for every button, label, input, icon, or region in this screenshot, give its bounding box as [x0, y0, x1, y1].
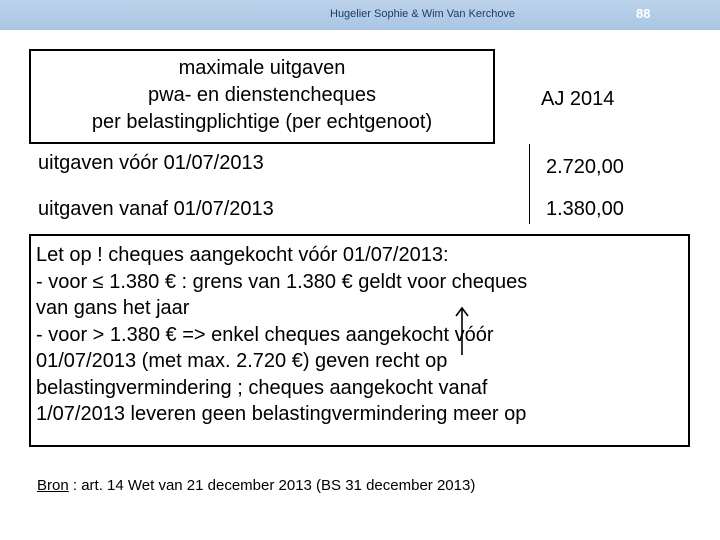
note-line: Let op ! cheques aangekocht vóór 01/07/2013:: [36, 244, 449, 266]
note-line: - voor ≤ 1.380 € : grens van 1.380 € geldt voor cheques: [36, 270, 528, 293]
table-header-line: maximale uitgaven: [178, 57, 346, 79]
arrow-up-icon: [452, 306, 472, 356]
year-label: AJ 2014: [541, 88, 615, 110]
source-label: Bron: [37, 477, 69, 494]
header-author: Hugelier Sophie & Wim Van Kerchove: [330, 8, 516, 20]
note-line: belastingvermindering ; cheques aangekocht vanaf: [36, 376, 488, 399]
table-header-line: pwa- en dienstencheques: [148, 84, 376, 106]
table-header: [29, 55, 495, 136]
row-value: 1.380,00: [546, 198, 624, 220]
row-value: 2.720,00: [546, 156, 624, 178]
note-line: - voor > 1.380 € => enkel cheques aangekocht vóór: [36, 323, 494, 346]
row-label: uitgaven vanaf 01/07/2013: [38, 198, 274, 220]
source-citation: [37, 477, 475, 494]
note-line: 1/07/2013 leveren geen belastingvermindering meer op: [36, 403, 527, 425]
column-divider: [529, 144, 530, 224]
page-number: 88: [636, 6, 651, 21]
note-line: 01/07/2013 (met max. 2.720 €) geven recht op: [36, 350, 448, 372]
table-header-line: per belastingplichtige (per echtgenoot): [91, 111, 433, 133]
row-label: uitgaven vóór 01/07/2013: [38, 152, 264, 174]
note-text: [36, 242, 686, 428]
source-text: : art. 14 Wet van 21 december 2013 (BS 31 december 2013): [68, 477, 476, 494]
note-line: van gans het jaar: [36, 297, 190, 319]
